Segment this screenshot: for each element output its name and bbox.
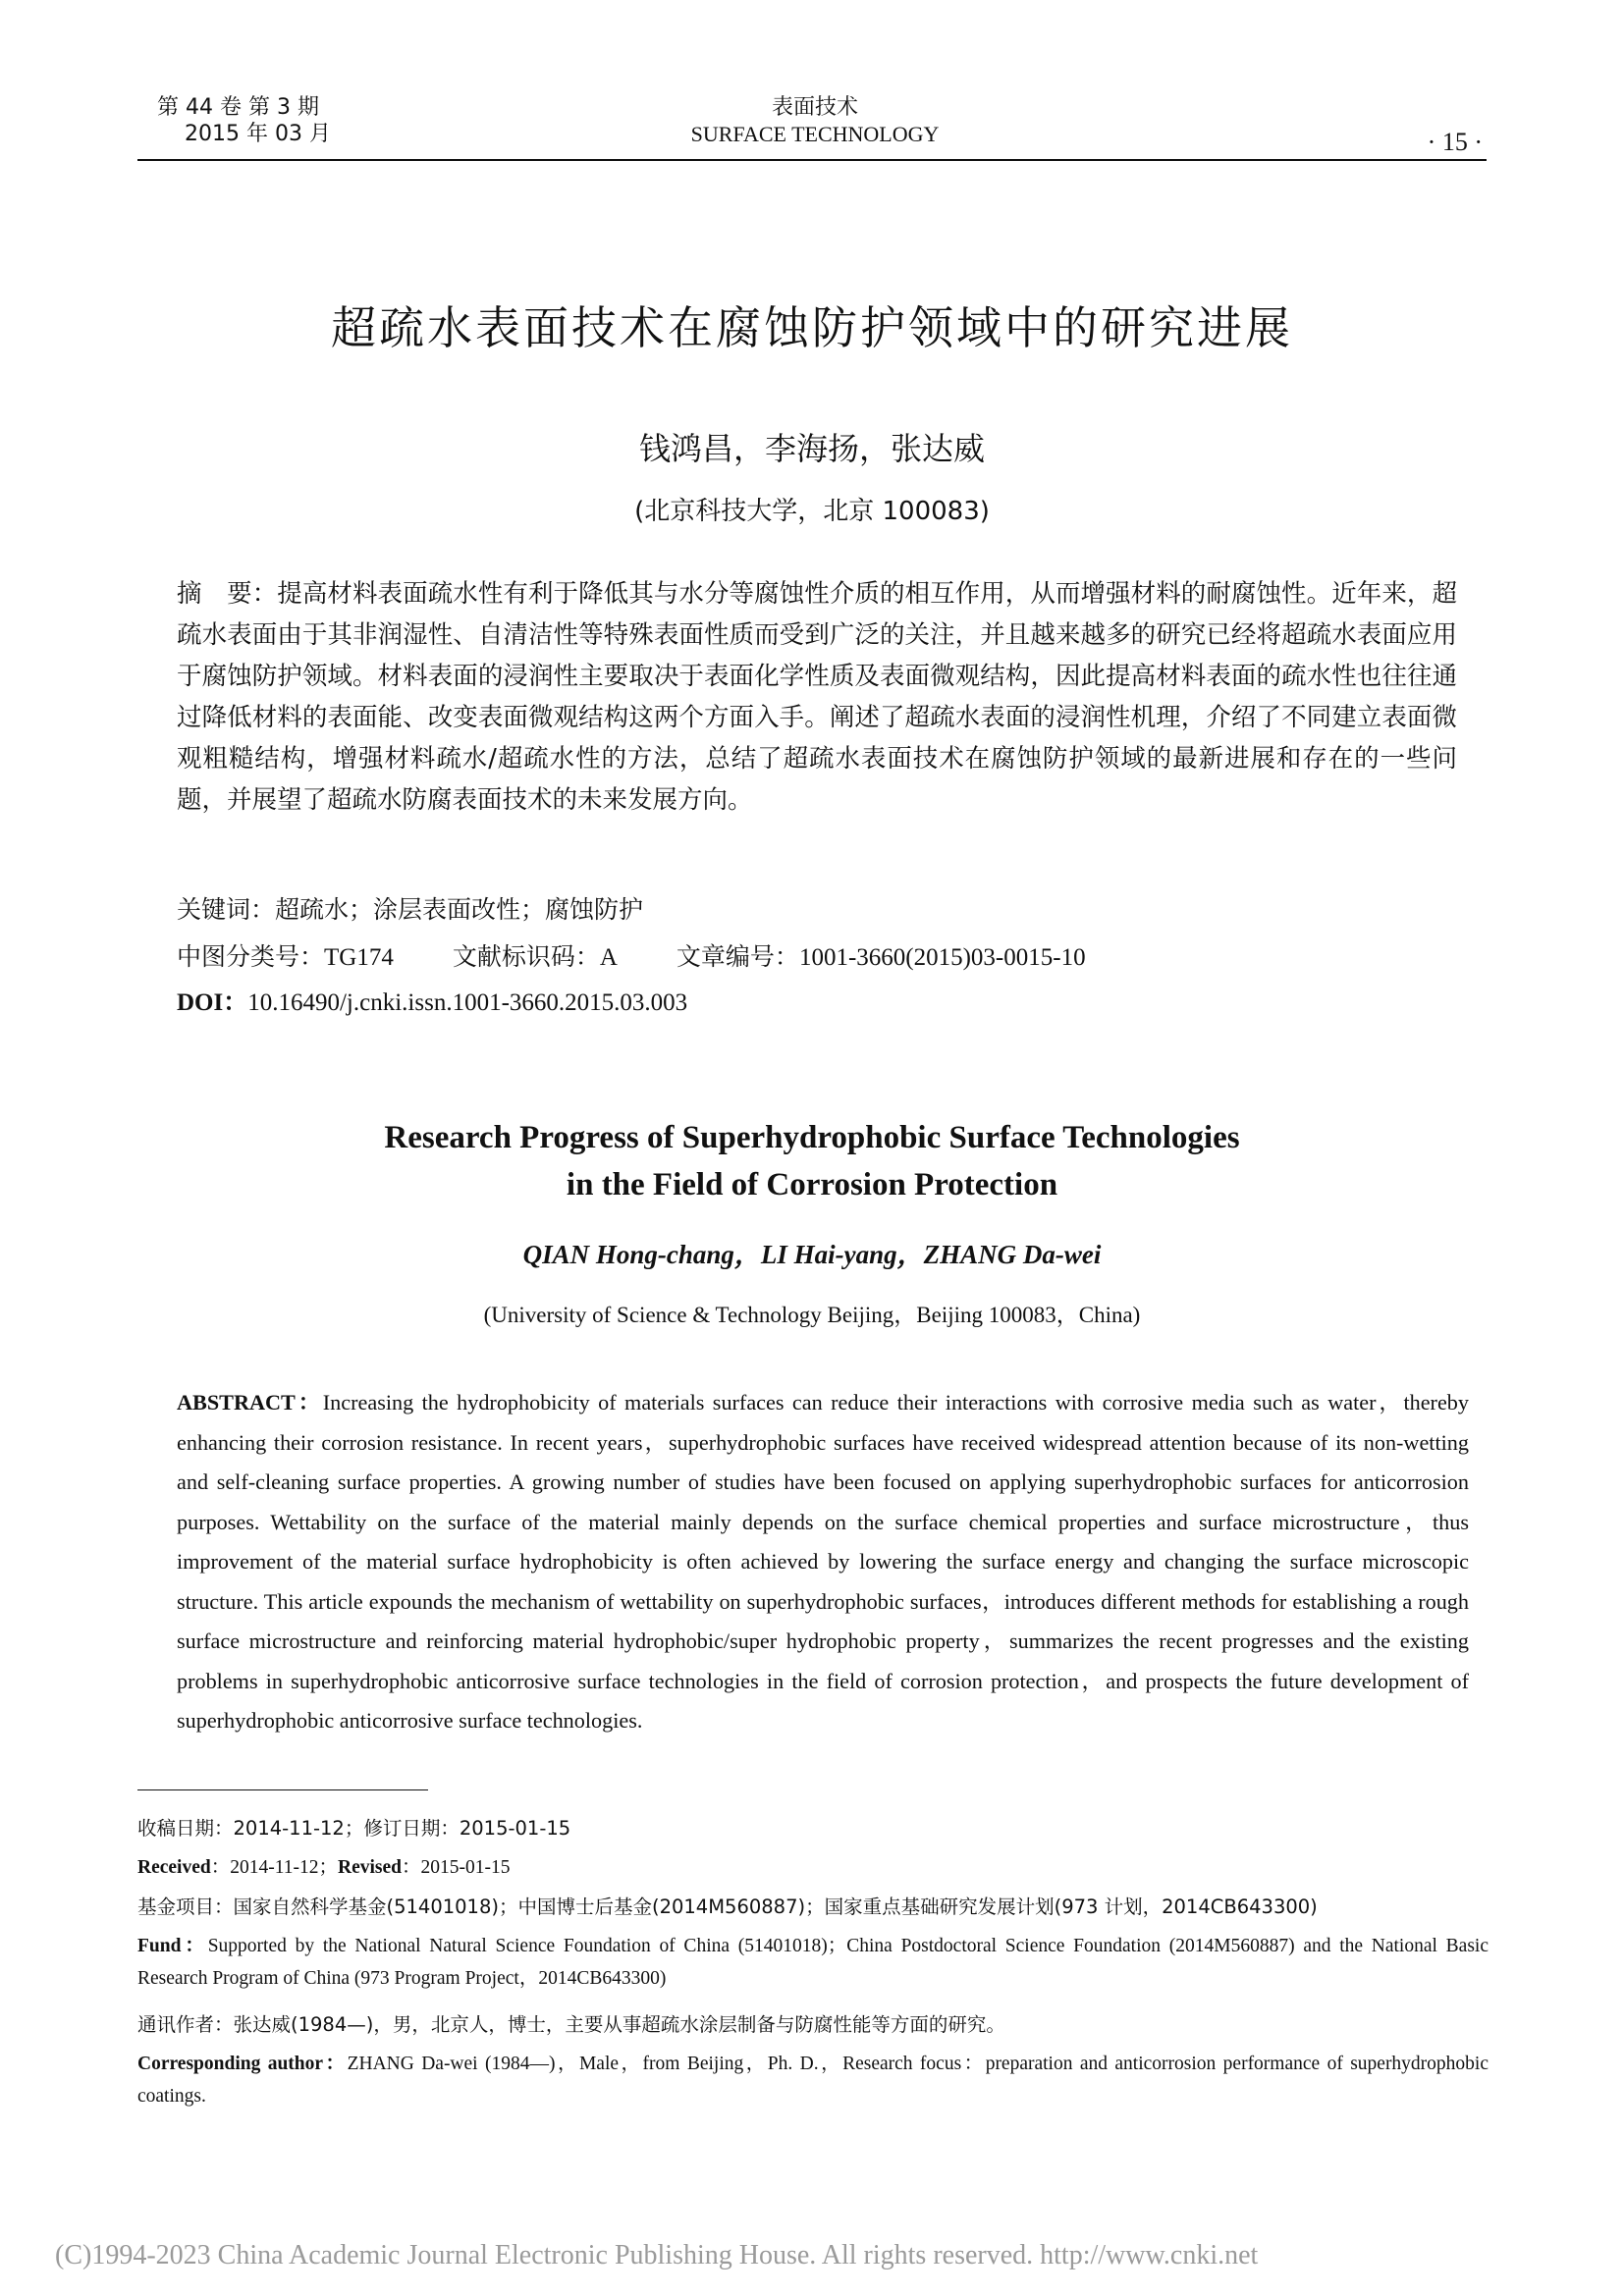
header-journal [589, 94, 1041, 147]
received-cn-label: 收稿日期： [137, 1817, 234, 1840]
copyright-notice: (C)1994-2023 China Academic Journal Electronic Publishing House. All rights reserved. http://www.cnki.net [55, 2240, 1259, 2270]
doi-label: DOI： [177, 989, 248, 1016]
footnote-fund-cn [137, 1891, 1489, 1923]
header-rule [137, 159, 1487, 161]
author-cn-label: 通讯作者： [137, 2013, 234, 2036]
keywords-cn-text: 超疏水；涂层表面改性；腐蚀防护 [275, 895, 644, 924]
title-en-line2: in the Field of Corrosion Protection [566, 1167, 1058, 1202]
author-cn-value: 张达威(1984—)，男，北京人，博士，主要从事超疏水涂层制备与防腐性能等方面的研究。 [233, 2013, 1005, 2036]
clc-value: TG174 [324, 944, 394, 971]
doc-code-label: 文献标识码： [452, 942, 600, 971]
doc-code-value: A [599, 944, 618, 971]
header-volume-info [157, 94, 331, 147]
footnote-dates-cn [137, 1812, 1489, 1844]
received-en-label: Received [137, 1857, 211, 1878]
keywords-cn-label: 关键词： [177, 895, 276, 924]
fund-en-label: Fund： [137, 1936, 208, 1956]
header-journal-en: SURFACE TECHNOLOGY [690, 122, 940, 146]
fund-cn-value: 国家自然科学基金(51401018)；中国博士后基金(2014M560887)；国家重点基础研究发展计划(973 计划，2014CB643300) [233, 1896, 1318, 1918]
article-no-value: 1001-3660(2015)03-0015-10 [798, 944, 1086, 971]
header-journal-cn: 表面技术 [771, 95, 858, 120]
fund-en-value: Supported by the National Natural Science Foundation of China (51401018)；China Postdoctoral Science Foundation (2014M560887) and the National Basic Research Program of China (973 Program Project，2014CB643300) [137, 1936, 1489, 1989]
title-cn: 超疏水表面技术在腐蚀防护领域中的研究进展 [331, 301, 1293, 354]
revised-cn-value: 2015-01-15 [459, 1817, 571, 1840]
abstract-cn [177, 573, 1457, 821]
revised-cn-label: 修订日期： [363, 1817, 460, 1840]
footnote-author-en [137, 2048, 1489, 2112]
abstract-en-label: ABSTRACT： [177, 1390, 323, 1415]
author-en-label: Corresponding author： [137, 2054, 348, 2074]
header-volume-issue: 第 44 卷 第 3 期 [157, 95, 319, 120]
authors-en: QIAN Hong-chang，LI Hai-yang，ZHANG Da-wei [522, 1240, 1102, 1269]
header-date: 2015 年 03 月 [185, 122, 331, 146]
keywords-cn [177, 892, 1473, 928]
authors-cn: 钱鸿昌，李海扬，张达威 [638, 430, 985, 467]
revised-en-value: ：2015-01-15 [401, 1857, 511, 1878]
fund-cn-label: 基金项目： [137, 1896, 234, 1918]
abstract-en [177, 1383, 1469, 1741]
footnote-dates-en [137, 1851, 1489, 1884]
doi-value: 10.16490/j.cnki.issn.1001-3660.2015.03.003 [247, 989, 688, 1016]
title-en [0, 1114, 1624, 1208]
title-en-line1: Research Progress of Superhydrophobic Surface Technologies [384, 1120, 1240, 1155]
author-en-value: ZHANG Da-wei (1984—)，Male，from Beijing，Ph. D.，Research focus：preparation and anticorrosion performance of superhydrophobic coatings. [137, 2054, 1489, 2107]
received-en-value: ：2014-11-12； [210, 1857, 338, 1878]
abstract-cn-text: 提高材料表面疏水性有利于降低其与水分等腐蚀性介质的相互作用，从而增强材料的耐腐蚀性。近年来，超疏水表面由于其非润湿性、自清洁性等特殊表面性质而受到广泛的关注，并且越来越多的研究已经将超疏水表面应用于腐蚀防护领域。材料表面的浸润性主要取决于表面化学性质及表面微观结构，因此提高材料表面的疏水性也往往通过降低材料的表面能、改变表面微观结构这两个方面入手。阐述了超疏水表面的浸润性机理，介绍了不同建立表面微观粗糙结构，增强材料疏水/超疏水性的方法，总结了超疏水表面技术在腐蚀防护领域的最新进展和存在的一些问题，并展望了超疏水防腐表面技术的未来发展方向。 [177, 579, 1457, 815]
abstract-cn-label: 摘 要： [177, 579, 278, 609]
affiliation-en: (University of Science & Technology Beijing，Beijing 100083，China) [483, 1303, 1141, 1327]
clc-label: 中图分类号： [177, 942, 325, 971]
classification-line [177, 939, 1473, 976]
header-page-number: · 15 · [1427, 128, 1483, 156]
footnote-rule [137, 1789, 428, 1790]
article-no-label: 文章编号： [676, 942, 799, 971]
abstract-en-text: Increasing the hydrophobicity of materials surfaces can reduce their interactions with corrosive media such as water，thereby enhancing their corrosion resistance. In recent years，superhydrophobic surfaces have received widespread attention because of its non-wetting and self-cleaning surface properties. A growing number of studies have been focused on applying superhydrophobic surfaces for anticorrosion purposes. Wettability on the surface of the material mainly depends on the surface chemical properties and surface microstructure，thus improvement of the material surface hydrophobicity is often achieved by lowering the surface energy and changing the surface microscopic structure. This article expounds the mechanism of wettability on superhydrophobic surfaces，introduces different methods for establishing a rough surface microstructure and reinforcing material hydrophobic/super hydrophobic property，summarizes the recent progresses and the existing problems in superhydrophobic anticorrosive surface technologies in the field of corrosion protection，and prospects the future development of superhydrophobic anticorrosive surface technologies. [177, 1390, 1469, 1733]
received-cn-value: 2014-11-12； [233, 1817, 364, 1840]
footnote-author-cn [137, 2008, 1489, 2041]
affiliation-cn: (北京科技大学，北京 100083) [634, 497, 990, 526]
revised-en-label: Revised [337, 1857, 402, 1878]
doi-line [177, 986, 1473, 1021]
footnote-fund-en [137, 1930, 1489, 1995]
